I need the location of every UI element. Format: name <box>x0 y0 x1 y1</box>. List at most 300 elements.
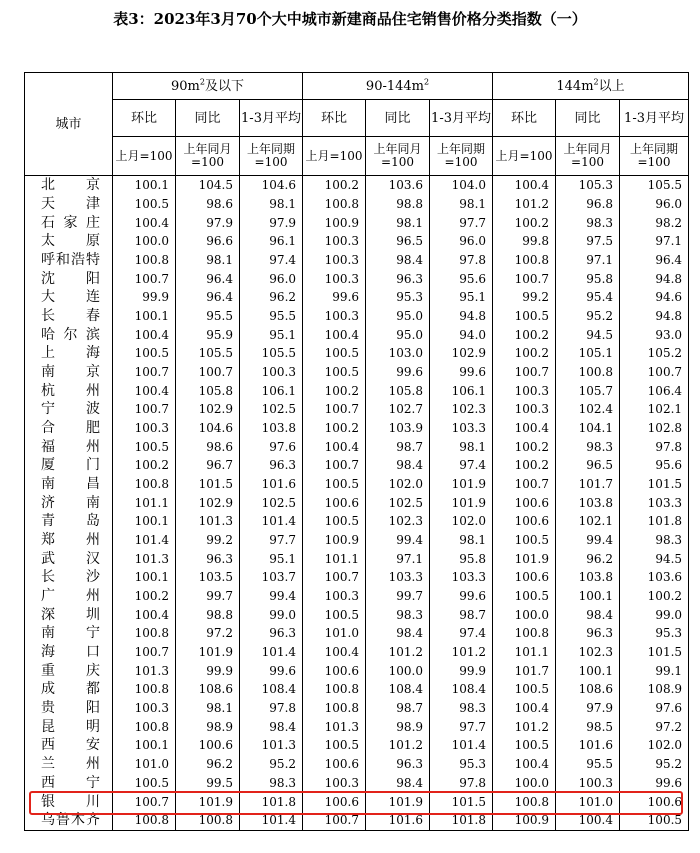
index-value: 101.4 <box>240 512 303 531</box>
index-value: 100.4 <box>113 213 176 232</box>
index-value: 97.1 <box>620 232 689 251</box>
index-value: 95.6 <box>430 269 493 288</box>
base-header-ytd: 上年同期=100 <box>430 137 493 176</box>
index-value: 102.5 <box>366 493 430 512</box>
index-value: 100.8 <box>556 363 620 382</box>
table-row <box>25 213 689 232</box>
index-value: 100.4 <box>303 437 366 456</box>
index-value: 98.9 <box>366 717 430 736</box>
index-value: 96.5 <box>556 456 620 475</box>
index-value: 101.1 <box>303 549 366 568</box>
index-value: 100.5 <box>303 512 366 531</box>
index-value: 98.3 <box>556 437 620 456</box>
index-value: 100.3 <box>303 307 366 326</box>
index-value: 97.9 <box>556 699 620 718</box>
index-value: 100.8 <box>113 475 176 494</box>
index-value: 101.0 <box>556 792 620 811</box>
index-value: 95.8 <box>430 549 493 568</box>
index-value: 100.5 <box>303 605 366 624</box>
index-value: 100.2 <box>493 456 556 475</box>
index-value: 101.9 <box>430 493 493 512</box>
index-value: 96.0 <box>240 269 303 288</box>
city-name: 西安 <box>25 736 113 755</box>
table-row <box>25 400 689 419</box>
table-row <box>25 269 689 288</box>
index-value: 100.0 <box>493 605 556 624</box>
index-value: 102.1 <box>556 512 620 531</box>
subheader-yoy: 同比 <box>176 100 240 137</box>
index-value: 98.6 <box>176 195 240 214</box>
index-value: 100.6 <box>303 493 366 512</box>
index-value: 101.9 <box>493 549 556 568</box>
index-value: 101.6 <box>240 475 303 494</box>
index-value: 99.2 <box>493 288 556 307</box>
index-value: 103.9 <box>366 419 430 438</box>
index-value: 102.4 <box>556 400 620 419</box>
index-value: 100.7 <box>493 269 556 288</box>
table-row <box>25 717 689 736</box>
index-value: 97.1 <box>556 251 620 270</box>
table-row <box>25 381 689 400</box>
index-value: 100.2 <box>493 213 556 232</box>
table-row <box>25 344 689 363</box>
index-value: 100.5 <box>620 811 689 830</box>
index-value: 100.7 <box>303 400 366 419</box>
index-value: 98.3 <box>620 531 689 550</box>
index-value: 102.7 <box>366 400 430 419</box>
index-value: 99.6 <box>240 661 303 680</box>
index-value: 104.6 <box>176 419 240 438</box>
base-header-yoy: 上年同月=100 <box>176 137 240 176</box>
index-value: 95.6 <box>620 456 689 475</box>
index-value: 99.5 <box>176 774 240 793</box>
city-name: 西宁 <box>25 774 113 793</box>
index-value: 100.3 <box>303 251 366 270</box>
index-value: 105.8 <box>366 381 430 400</box>
city-name: 武汉 <box>25 549 113 568</box>
index-value: 97.7 <box>430 717 493 736</box>
index-value: 100.6 <box>620 792 689 811</box>
city-name: 合肥 <box>25 419 113 438</box>
city-name: 银川 <box>25 792 113 811</box>
index-value: 103.3 <box>366 568 430 587</box>
index-value: 100.5 <box>493 531 556 550</box>
index-value: 93.0 <box>620 325 689 344</box>
index-value: 103.3 <box>430 419 493 438</box>
index-value: 97.5 <box>556 232 620 251</box>
city-name: 南昌 <box>25 475 113 494</box>
city-name: 青岛 <box>25 512 113 531</box>
index-value: 95.1 <box>240 325 303 344</box>
index-value: 99.8 <box>493 232 556 251</box>
city-name: 乌鲁木齐 <box>25 811 113 830</box>
table-row <box>25 456 689 475</box>
table-row <box>25 437 689 456</box>
index-value: 100.5 <box>113 437 176 456</box>
table-row <box>25 699 689 718</box>
index-value: 99.9 <box>113 288 176 307</box>
index-value: 102.0 <box>366 475 430 494</box>
index-value: 97.4 <box>430 624 493 643</box>
index-value: 100.5 <box>113 195 176 214</box>
city-name: 厦门 <box>25 456 113 475</box>
city-name: 成都 <box>25 680 113 699</box>
index-value: 98.3 <box>366 605 430 624</box>
index-value: 100.3 <box>303 232 366 251</box>
index-value: 100.6 <box>493 512 556 531</box>
index-value: 102.5 <box>240 493 303 512</box>
index-value: 104.0 <box>430 176 493 195</box>
index-value: 99.6 <box>366 363 430 382</box>
index-value: 98.4 <box>366 456 430 475</box>
table-row <box>25 605 689 624</box>
index-value: 101.6 <box>556 736 620 755</box>
index-value: 100.0 <box>113 232 176 251</box>
index-value: 101.5 <box>620 643 689 662</box>
index-value: 101.6 <box>366 811 430 830</box>
index-value: 101.0 <box>303 624 366 643</box>
index-value: 97.6 <box>620 699 689 718</box>
index-value: 100.3 <box>303 269 366 288</box>
index-value: 97.2 <box>620 717 689 736</box>
index-value: 101.2 <box>493 717 556 736</box>
index-value: 108.9 <box>620 680 689 699</box>
index-value: 99.0 <box>620 605 689 624</box>
index-value: 102.9 <box>176 400 240 419</box>
index-value: 101.4 <box>430 736 493 755</box>
index-value: 96.2 <box>240 288 303 307</box>
index-value: 101.3 <box>240 736 303 755</box>
city-name: 石家庄 <box>25 213 113 232</box>
city-name: 宁波 <box>25 400 113 419</box>
index-value: 98.4 <box>240 717 303 736</box>
city-name: 昆明 <box>25 717 113 736</box>
index-value: 95.3 <box>366 288 430 307</box>
index-value: 98.4 <box>366 624 430 643</box>
index-value: 100.8 <box>113 251 176 270</box>
index-value: 100.3 <box>556 774 620 793</box>
index-value: 99.4 <box>240 587 303 606</box>
base-header-ytd: 上年同期=100 <box>620 137 689 176</box>
index-value: 100.4 <box>493 755 556 774</box>
index-value: 100.1 <box>113 176 176 195</box>
index-value: 100.6 <box>493 493 556 512</box>
index-value: 98.7 <box>366 699 430 718</box>
index-value: 100.8 <box>303 195 366 214</box>
city-name: 上海 <box>25 344 113 363</box>
index-value: 105.1 <box>556 344 620 363</box>
index-value: 100.7 <box>620 363 689 382</box>
index-value: 97.2 <box>176 624 240 643</box>
index-value: 100.5 <box>493 587 556 606</box>
index-value: 99.7 <box>366 587 430 606</box>
index-value: 102.3 <box>556 643 620 662</box>
index-value: 95.8 <box>556 269 620 288</box>
index-value: 100.7 <box>303 811 366 830</box>
index-value: 104.5 <box>176 176 240 195</box>
index-value: 100.5 <box>303 344 366 363</box>
index-value: 100.4 <box>113 325 176 344</box>
index-value: 95.5 <box>176 307 240 326</box>
index-value: 100.6 <box>303 661 366 680</box>
table-row <box>25 363 689 382</box>
index-value: 99.6 <box>430 363 493 382</box>
index-value: 98.5 <box>556 717 620 736</box>
index-value: 96.5 <box>366 232 430 251</box>
table-row <box>25 549 689 568</box>
index-value: 100.5 <box>493 680 556 699</box>
index-value: 100.7 <box>303 456 366 475</box>
index-value: 98.9 <box>176 717 240 736</box>
index-value: 99.4 <box>556 531 620 550</box>
index-value: 99.7 <box>176 587 240 606</box>
index-value: 100.8 <box>113 717 176 736</box>
index-value: 100.1 <box>113 568 176 587</box>
index-value: 101.1 <box>113 493 176 512</box>
index-value: 100.1 <box>556 661 620 680</box>
index-value: 101.3 <box>113 549 176 568</box>
index-value: 98.3 <box>430 699 493 718</box>
index-value: 102.0 <box>430 512 493 531</box>
table-row <box>25 661 689 680</box>
index-value: 100.9 <box>493 811 556 830</box>
index-value: 98.6 <box>176 437 240 456</box>
table-row <box>25 643 689 662</box>
city-name: 杭州 <box>25 381 113 400</box>
index-value: 101.0 <box>113 755 176 774</box>
index-value: 103.7 <box>240 568 303 587</box>
index-value: 98.4 <box>366 774 430 793</box>
index-value: 100.4 <box>303 643 366 662</box>
table-row <box>25 288 689 307</box>
index-value: 95.2 <box>240 755 303 774</box>
city-name: 长春 <box>25 307 113 326</box>
index-value: 98.3 <box>240 774 303 793</box>
table-row <box>25 232 689 251</box>
index-value: 100.7 <box>303 568 366 587</box>
index-value: 101.8 <box>620 512 689 531</box>
index-value: 100.2 <box>303 176 366 195</box>
index-value: 98.3 <box>556 213 620 232</box>
table-row <box>25 680 689 699</box>
index-value: 101.3 <box>303 717 366 736</box>
table-row <box>25 176 689 195</box>
index-value: 100.6 <box>493 568 556 587</box>
index-value: 97.9 <box>176 213 240 232</box>
index-value: 95.0 <box>366 307 430 326</box>
index-value: 100.5 <box>493 307 556 326</box>
city-name: 南宁 <box>25 624 113 643</box>
index-value: 96.4 <box>176 269 240 288</box>
index-value: 97.4 <box>430 456 493 475</box>
city-name: 呼和浩特 <box>25 251 113 270</box>
base-header-mom: 上月=100 <box>493 137 556 176</box>
index-value: 103.8 <box>240 419 303 438</box>
index-value: 100.1 <box>113 307 176 326</box>
city-name: 重庆 <box>25 661 113 680</box>
index-value: 100.8 <box>176 811 240 830</box>
index-value: 102.9 <box>176 493 240 512</box>
index-value: 100.5 <box>493 736 556 755</box>
index-value: 97.1 <box>366 549 430 568</box>
index-value: 105.5 <box>176 344 240 363</box>
index-value: 101.3 <box>113 661 176 680</box>
index-value: 96.3 <box>366 755 430 774</box>
index-value: 100.7 <box>113 269 176 288</box>
index-value: 100.8 <box>113 811 176 830</box>
index-value: 102.8 <box>620 419 689 438</box>
index-value: 100.2 <box>113 456 176 475</box>
index-value: 95.1 <box>430 288 493 307</box>
index-value: 106.1 <box>240 381 303 400</box>
index-value: 103.6 <box>620 568 689 587</box>
index-value: 100.5 <box>113 774 176 793</box>
index-value: 100.5 <box>303 363 366 382</box>
index-value: 101.2 <box>366 643 430 662</box>
index-value: 100.8 <box>303 680 366 699</box>
index-value: 99.1 <box>620 661 689 680</box>
index-value: 96.2 <box>176 755 240 774</box>
subheader-mom: 环比 <box>303 100 366 137</box>
index-value: 101.9 <box>366 792 430 811</box>
subheader-yoy: 同比 <box>366 100 430 137</box>
index-value: 98.2 <box>620 213 689 232</box>
index-value: 100.6 <box>303 755 366 774</box>
index-value: 101.5 <box>430 792 493 811</box>
index-value: 108.4 <box>366 680 430 699</box>
base-header-mom: 上月=100 <box>303 137 366 176</box>
table-row <box>25 587 689 606</box>
subheader-yoy: 同比 <box>556 100 620 137</box>
index-value: 100.4 <box>113 605 176 624</box>
index-value: 108.6 <box>176 680 240 699</box>
city-name: 北京 <box>25 176 113 195</box>
index-value: 96.3 <box>176 549 240 568</box>
city-name: 天津 <box>25 195 113 214</box>
index-value: 96.3 <box>240 624 303 643</box>
index-value: 102.3 <box>366 512 430 531</box>
index-value: 100.8 <box>303 699 366 718</box>
index-value: 105.5 <box>240 344 303 363</box>
index-value: 98.1 <box>430 531 493 550</box>
index-value: 98.4 <box>366 251 430 270</box>
index-value: 96.0 <box>620 195 689 214</box>
index-value: 97.8 <box>430 251 493 270</box>
price-index-table <box>24 72 689 831</box>
index-value: 108.4 <box>240 680 303 699</box>
index-value: 101.9 <box>430 475 493 494</box>
index-value: 98.1 <box>240 195 303 214</box>
index-value: 100.4 <box>493 419 556 438</box>
index-value: 100.5 <box>303 475 366 494</box>
index-value: 101.5 <box>620 475 689 494</box>
index-value: 103.8 <box>556 568 620 587</box>
index-value: 97.6 <box>240 437 303 456</box>
subheader-ytd: 1-3月平均 <box>240 100 303 137</box>
index-value: 95.3 <box>430 755 493 774</box>
index-value: 100.7 <box>113 643 176 662</box>
index-value: 100.3 <box>493 381 556 400</box>
index-value: 96.1 <box>240 232 303 251</box>
index-value: 95.0 <box>366 325 430 344</box>
index-value: 100.6 <box>303 792 366 811</box>
city-column-header: 城市 <box>25 73 113 176</box>
table-row <box>25 251 689 270</box>
index-value: 100.2 <box>303 381 366 400</box>
subheader-mom: 环比 <box>113 100 176 137</box>
index-value: 95.4 <box>556 288 620 307</box>
index-value: 97.7 <box>430 213 493 232</box>
city-name: 沈阳 <box>25 269 113 288</box>
table-row <box>25 475 689 494</box>
index-value: 101.1 <box>493 643 556 662</box>
index-value: 94.0 <box>430 325 493 344</box>
index-value: 94.6 <box>620 288 689 307</box>
index-value: 97.8 <box>430 774 493 793</box>
index-value: 108.6 <box>556 680 620 699</box>
city-name: 郑州 <box>25 531 113 550</box>
city-name: 哈尔滨 <box>25 325 113 344</box>
index-value: 100.3 <box>113 419 176 438</box>
city-name: 兰州 <box>25 755 113 774</box>
index-value: 100.8 <box>113 680 176 699</box>
index-value: 101.4 <box>113 531 176 550</box>
index-value: 102.9 <box>430 344 493 363</box>
index-value: 96.3 <box>556 624 620 643</box>
index-value: 100.4 <box>493 176 556 195</box>
index-value: 101.5 <box>176 475 240 494</box>
index-value: 98.1 <box>430 437 493 456</box>
index-value: 100.2 <box>493 344 556 363</box>
index-value: 97.9 <box>240 213 303 232</box>
index-value: 104.1 <box>556 419 620 438</box>
index-value: 95.3 <box>620 624 689 643</box>
table-row <box>25 325 689 344</box>
group-header-small: $90m^2$及以下 <box>113 73 303 100</box>
city-name: 太原 <box>25 232 113 251</box>
index-value: 99.6 <box>303 288 366 307</box>
index-value: 94.8 <box>430 307 493 326</box>
index-value: 101.8 <box>240 792 303 811</box>
index-value: 96.8 <box>556 195 620 214</box>
index-value: 101.2 <box>430 643 493 662</box>
index-value: 100.2 <box>493 437 556 456</box>
index-value: 95.2 <box>556 307 620 326</box>
index-value: 99.9 <box>176 661 240 680</box>
index-value: 98.1 <box>366 213 430 232</box>
index-value: 94.5 <box>556 325 620 344</box>
index-value: 101.7 <box>493 661 556 680</box>
index-value: 103.0 <box>366 344 430 363</box>
table-row <box>25 195 689 214</box>
index-value: 100.1 <box>113 736 176 755</box>
index-value: 95.5 <box>556 755 620 774</box>
index-value: 99.6 <box>430 587 493 606</box>
index-value: 101.9 <box>176 643 240 662</box>
index-value: 100.7 <box>493 363 556 382</box>
index-value: 94.5 <box>620 549 689 568</box>
index-value: 100.5 <box>303 736 366 755</box>
index-value: 96.3 <box>240 456 303 475</box>
index-value: 100.3 <box>240 363 303 382</box>
index-value: 97.4 <box>240 251 303 270</box>
index-value: 98.7 <box>366 437 430 456</box>
city-name: 广州 <box>25 587 113 606</box>
index-value: 100.9 <box>303 213 366 232</box>
index-value: 100.3 <box>493 400 556 419</box>
index-value: 98.1 <box>176 251 240 270</box>
index-value: 105.2 <box>620 344 689 363</box>
